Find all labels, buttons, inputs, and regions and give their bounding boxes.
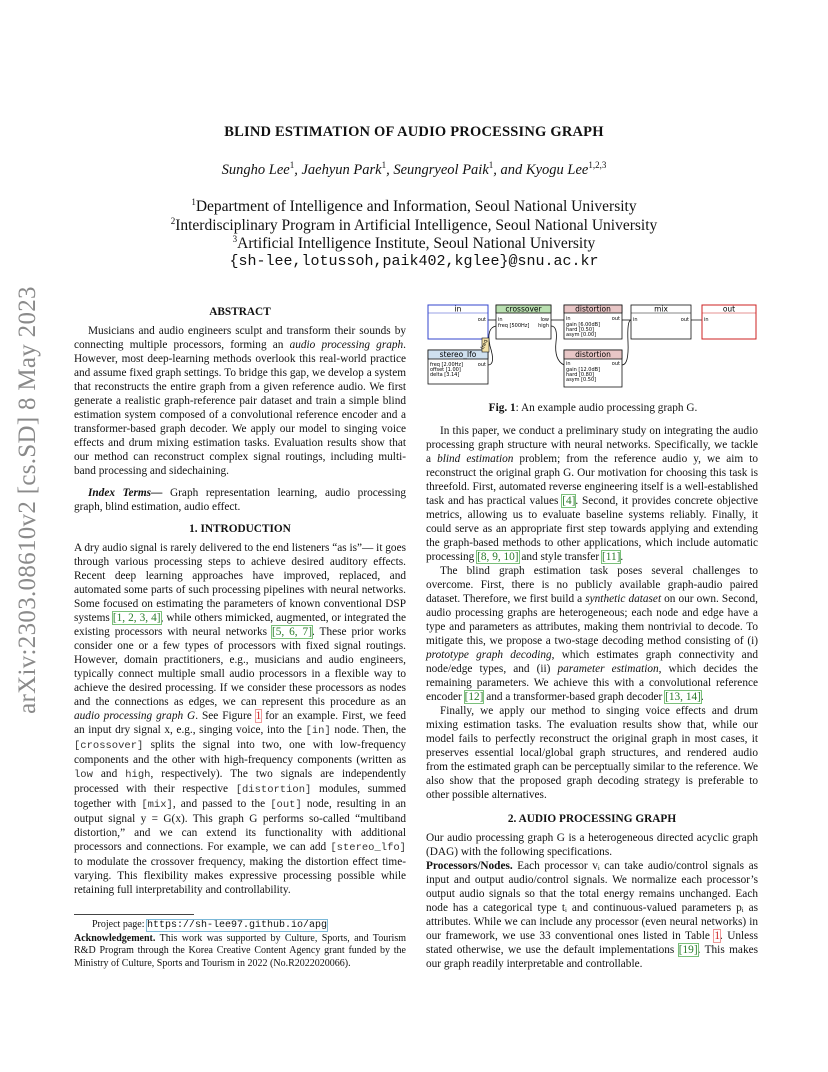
figure-caption: Fig. 1: An example audio processing graph G. [488,402,698,414]
svg-text:in: in [566,316,571,322]
author-list [0,160,828,179]
citation-link[interactable]: [1, 2, 3, 4] [112,612,161,624]
svg-text:in: in [566,361,571,367]
svg-text:in: in [633,317,638,323]
citation-link[interactable]: [13, 14] [665,691,701,703]
svg-text:hard [0.80]: hard [0.80] [566,372,594,378]
node-stereo-lfo [428,350,488,384]
table-ref-link[interactable]: 1 [714,930,720,942]
svg-text:low: low [540,317,549,323]
node-mix [631,305,691,340]
acknowledgement: Acknowledgement. This work was supported by Culture, Sports, and Tourism R&D Program through the Korea Creative Content Agency grant funded by the Ministry of Culture, Sports and Tourism in 2022 (No.R2022020066). [74,932,406,969]
svg-text:hard [0.50]: hard [0.50] [566,327,594,333]
citation-link[interactable]: [4] [562,495,576,507]
intro-paragraph: A dry audio signal is rarely delivered to the end listeners “as is”— it goes through various processing steps to achieve desired auditory effects. Recent deep learning approaches have improved, replaced, and automated some parts of such processing pipelines with neural networks. Some focused on estimating the parameters of known conventional DSP systems [1, 2, 3, 4], while others mimicked, augmented, or integrated the existing processors with neural networks [5, 6, 7]. These prior works consider one or a few types of processors with fixed signal routings. However, domain practitioners, e.g., musicians and audio engineers, typically connect multiple small audio processors in a flexible way to achieve the desired processing. If we consider these processors as nodes and the connections as edges, we can represent this procedure as an audio processing graph G. See Figure 1 for an example. First, we feed an input dry signal x, e.g., singing voice, into the [in] node. Then, the [crossover] splits the signal into two, one with low-frequency components and the other with high-frequency components (written as low and high, respectively). The two signals are independently processed with their respective [distortion] modules, summed together with [mix], and passed to the [out] node, resulting in an output signal y = G(x). This graph G performs so-called “multiband distortion,” and we can extend its functionality with additional processors and connections. For example, we can add [stereo_lfo] to modulate the crossover frequency, making the distortion effect time-varying. This flexibility makes expressive processing possible while retaining full interpretability and controllability. [74,542,407,896]
body-paragraph: Finally, we apply our method to singing voice effects and drum mixing estimation tasks. The evaluation results show that, while our model fails to perfectly reconstruct the original graph in most cases, it preserves essential local/global graph structures, and rendered audio from the estimated graph can be perceptually similar to the reference. We also show that the proposed graph decoding strategy is preferable to other possible alternatives. [426,705,758,801]
footnote [74,914,406,970]
svg-text:gain [12.0dB]: gain [12.0dB] [566,367,601,373]
figure-ref-link[interactable]: 1 [255,710,262,722]
svg-text:distortion: distortion [575,304,611,314]
svg-text:out: out [680,317,689,323]
body-paragraph: The blind graph estimation task poses several challenges to overcome. First, there is no publicly available graph-audio paired dataset. Therefore, we first build a synthetic dataset on our own. Second, audio processing graphs are heterogeneous; each node and edge have a type and parameters as attributes, making them nontrivial to decode. To mitigate this, we propose a two-stage decoding method consisting of (i) prototype graph decoding, which estimates graph connectivity and node/edge types, and (ii) parameter estimation, which decides the remaining parameters. We achieve this with a convolutional reference encoder [12] and a transformer-based graph decoder [13, 14]. [426,565,759,703]
right-column [426,424,758,971]
affiliation-1: $^1$Department of Intelligence and Information, Seoul National University [191,197,637,216]
svg-text:out: out [611,316,620,322]
svg-text:asym [0.00]: asym [0.00] [566,332,597,338]
svg-text:asym [0.50]: asym [0.50] [566,377,597,383]
node-in [428,305,488,340]
citation-link[interactable]: [12] [464,691,484,703]
svg-text:in: in [498,317,503,323]
arxiv-id-text: arXiv:2303.08610v2 [cs.SD] 8 May 2023 [14,286,42,714]
author: Jaehyun Park$^1$, [301,160,394,178]
citation-link[interactable]: [19] [678,944,698,956]
svg-text:delta [3.14]: delta [3.14] [430,372,460,378]
node-out [702,305,756,340]
left-column [74,305,406,897]
abstract-text: Musicians and audio engineers sculpt and transform their sounds by connecting multiple processors, forming an audio processing graph. However, most deep-learning methods overlook this real-world practice and assume fixed graph settings. To bridge this gap, we develop a system that reconstructs the entire graph from a given reference audio. We first generate a realistic graph-reference pair dataset and train a simple blind estimation system composed of a convolutional reference encoder and a transformer-based graph decoder. We apply our model to singing voice effects and drum mixing estimation tasks. Evaluation results show that our method can reconstruct complex signal routings, including multi-band processing and sidechaining. [74,325,406,477]
citation-link[interactable]: [11] [602,551,621,563]
audio-graph-figure [426,302,760,394]
intro-heading: 1. INTRODUCTION [189,523,291,535]
body-paragraph: Our audio processing graph G is a heterogeneous directed acyclic graph (DAG) with the following specifications. [426,832,758,858]
abstract-heading: ABSTRACT [209,306,271,318]
svg-text:offset [1.00]: offset [1.00] [430,367,461,373]
body-paragraph: In this paper, we conduct a preliminary study on integrating the audio processing graph structure with neural networks. Specifically, we tackle a blind estimation problem; from the reference audio y, we aim to reconstruct the original graph G. Our motivation for choosing this task is threefold. First, automated reverse engineering itself is a well-established task and has practical values [4]. Second, it provides concrete objective metrics, allowing us to evaluate baseline systems reliably. Finally, it could serve as an appropriate first step towards applying and extending the graph-based methods to other applications, which include automatic processing [8, 9, 10] and style transfer [11]. [426,425,758,563]
node-crossover [496,305,551,340]
index-terms: Index Terms— Graph representation learning, audio processing graph, blind estimation, audio effect. [74,487,406,513]
author: Seungryeol Paik$^1$, and [393,160,526,178]
svg-text:crossover: crossover [505,304,542,314]
svg-text:freq [2.00Hz]: freq [2.00Hz] [430,362,463,368]
svg-text:freq: freq [480,338,490,351]
svg-text:stereo_lfo: stereo_lfo [439,350,477,359]
project-url-link[interactable]: https://sh-lee97.github.io/apg [146,920,328,931]
svg-text:high: high [538,323,549,329]
svg-text:out: out [477,317,486,323]
svg-text:in: in [454,304,462,314]
section-2-heading: 2. AUDIO PROCESSING GRAPH [507,813,677,825]
svg-text:out: out [722,304,736,314]
project-page: Project page: https://sh-lee97.github.io/apg [92,919,328,931]
node-distortion-2 [564,350,622,387]
svg-text:freq [500Hz]: freq [500Hz] [498,323,530,329]
citation-link[interactable]: [8, 9, 10] [477,551,519,563]
footnote-rule [74,914,194,915]
svg-text:out: out [477,362,486,368]
svg-text:gain [6.00dB]: gain [6.00dB] [566,322,601,328]
paper-title: BLIND ESTIMATION OF AUDIO PROCESSING GRAPH [224,124,604,140]
edge-crossover-dist2 [551,326,564,365]
body-paragraph: Processors/Nodes. Each processor vᵢ can take audio/control signals as input and output audio/control signals. We normalize each processor’s output audio signals so that the total energy remains unchanged. Each node has a categorical type tᵢ and continuous-valued parameters pᵢ as attributes. While we can include any processor (even neural networks) in our framework, we use 33 conventional ones listed in Table 1. Unless stated otherwise, we use the default implementations [19]. This makes our graph readily interpretable and controllable. [426,860,759,970]
arxiv-identifier [8,286,48,714]
edge-dist2-mix [622,320,631,365]
author-emails: {sh-lee,lotussoh,paik402,kglee}@snu.ac.kr [229,253,599,270]
author: Sungho Lee$^1$, [221,160,302,178]
svg-text:distortion: distortion [575,350,611,359]
svg-text:in: in [704,317,709,323]
svg-text:mix: mix [654,304,668,314]
author: Kyogu Lee$^{1,2,3}$ [525,160,607,178]
citation-link[interactable]: [5, 6, 7] [271,626,312,638]
node-distortion-1 [564,305,622,340]
affiliation-3: $^3$Artificial Intelligence Institute, Seoul National University [232,234,596,253]
svg-text:out: out [611,361,620,367]
affiliation-2: $^2$Interdisciplinary Program in Artificial Intelligence, Seoul National University [170,216,658,235]
